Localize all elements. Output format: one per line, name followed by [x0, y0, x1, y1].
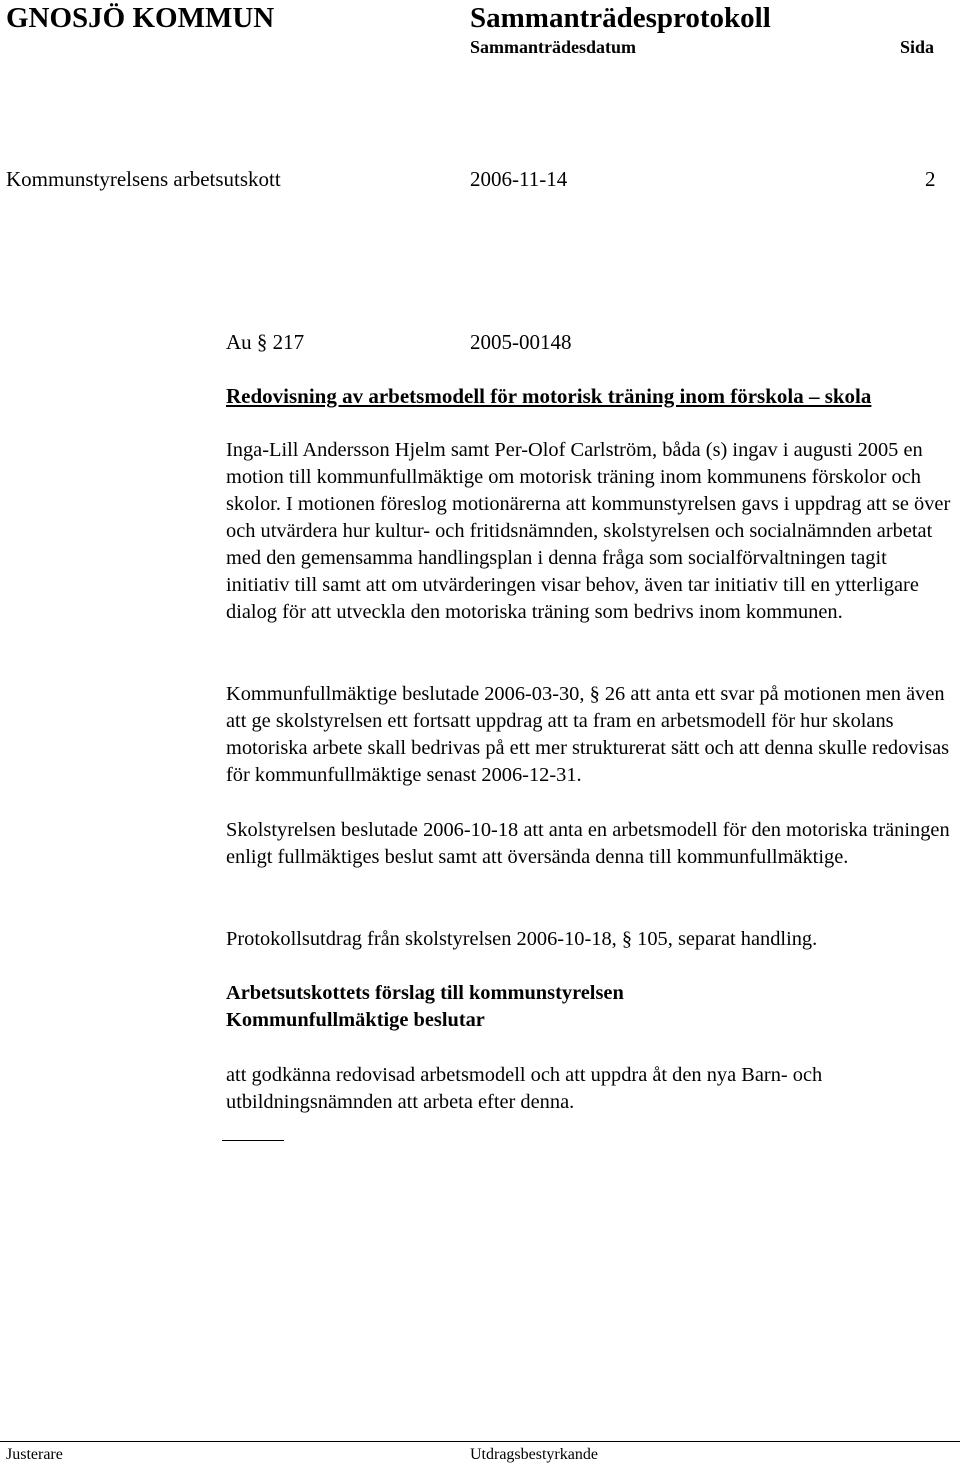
proposal-heading: Arbetsutskottets förslag till kommunstyrelsen	[226, 982, 624, 1004]
footer-divider	[0, 1441, 960, 1442]
paragraph-attachment-reference: Protokollsutdrag från skolstyrelsen 2006-10-18, § 105, separat handling.	[226, 928, 818, 950]
document-type: Sammanträdesprotokoll	[470, 2, 771, 34]
footer-adjuster-label: Justerare	[6, 1446, 63, 1463]
paragraph-council-decision: Kommunfullmäktige beslutade 2006-03-30, § 26 att anta ett svar på motionen men även att ge skolstyrelsen ett fortsatt uppdrag att ta fram en arbetsmodell för hur skolans motoriska arbete skall bedrivas på ett mer strukturerat sätt och att denna skulle redovisas för kommunfullmäktige senast 2006-12-31.	[226, 683, 950, 786]
decision-heading: Kommunfullmäktige beslutar	[226, 1009, 485, 1031]
end-rule	[222, 1140, 284, 1141]
paragraph-number: Au § 217	[226, 330, 305, 354]
item-title: Redovisning av arbetsmodell för motorisk träning inom förskola – skola	[226, 384, 872, 408]
decision-text: att godkänna redovisad arbetsmodell och att uppdra åt den nya Barn- och utbildningsnämnden att arbeta efter denna.	[226, 1064, 823, 1113]
meeting-date: 2006-11-14	[470, 167, 568, 191]
paragraph-motion: Inga-Lill Andersson Hjelm samt Per-Olof Carlström, båda (s) ingav i augusti 2005 en motion till kommunfullmäktige om motorisk träning inom kommunens förskolor och skolor. I motionen föreslog motionärerna att kommunstyrelsen gavs i uppdrag att se över och utvärdera hur kultur- och fritidsnämnden, skolstyrelsen och socialnämnden arbetat med den gemensamma handlingsplan i denna fråga som socialförvaltningen tagit initiativ till samt att om utvärderingen visar behov, även tar initiativ till en ytterligare dialog för att utveckla den motoriska träning som bedrivs inom kommunen.	[226, 439, 951, 623]
committee-name: Kommunstyrelsens arbetsutskott	[6, 167, 281, 191]
meeting-date-label: Sammanträdesdatum	[470, 37, 637, 57]
page-number: 2	[925, 167, 936, 191]
case-number: 2005-00148	[470, 330, 572, 354]
paragraph-school-board-decision: Skolstyrelsen beslutade 2006-10-18 att anta en arbetsmodell för den motoriska träningen enligt fullmäktiges beslut samt att översända denna till kommunfullmäktige.	[226, 819, 950, 868]
organization-name: GNOSJÖ KOMMUN	[6, 2, 275, 34]
page-label: Sida	[900, 37, 935, 57]
footer-certification-label: Utdragsbestyrkande	[470, 1446, 598, 1463]
